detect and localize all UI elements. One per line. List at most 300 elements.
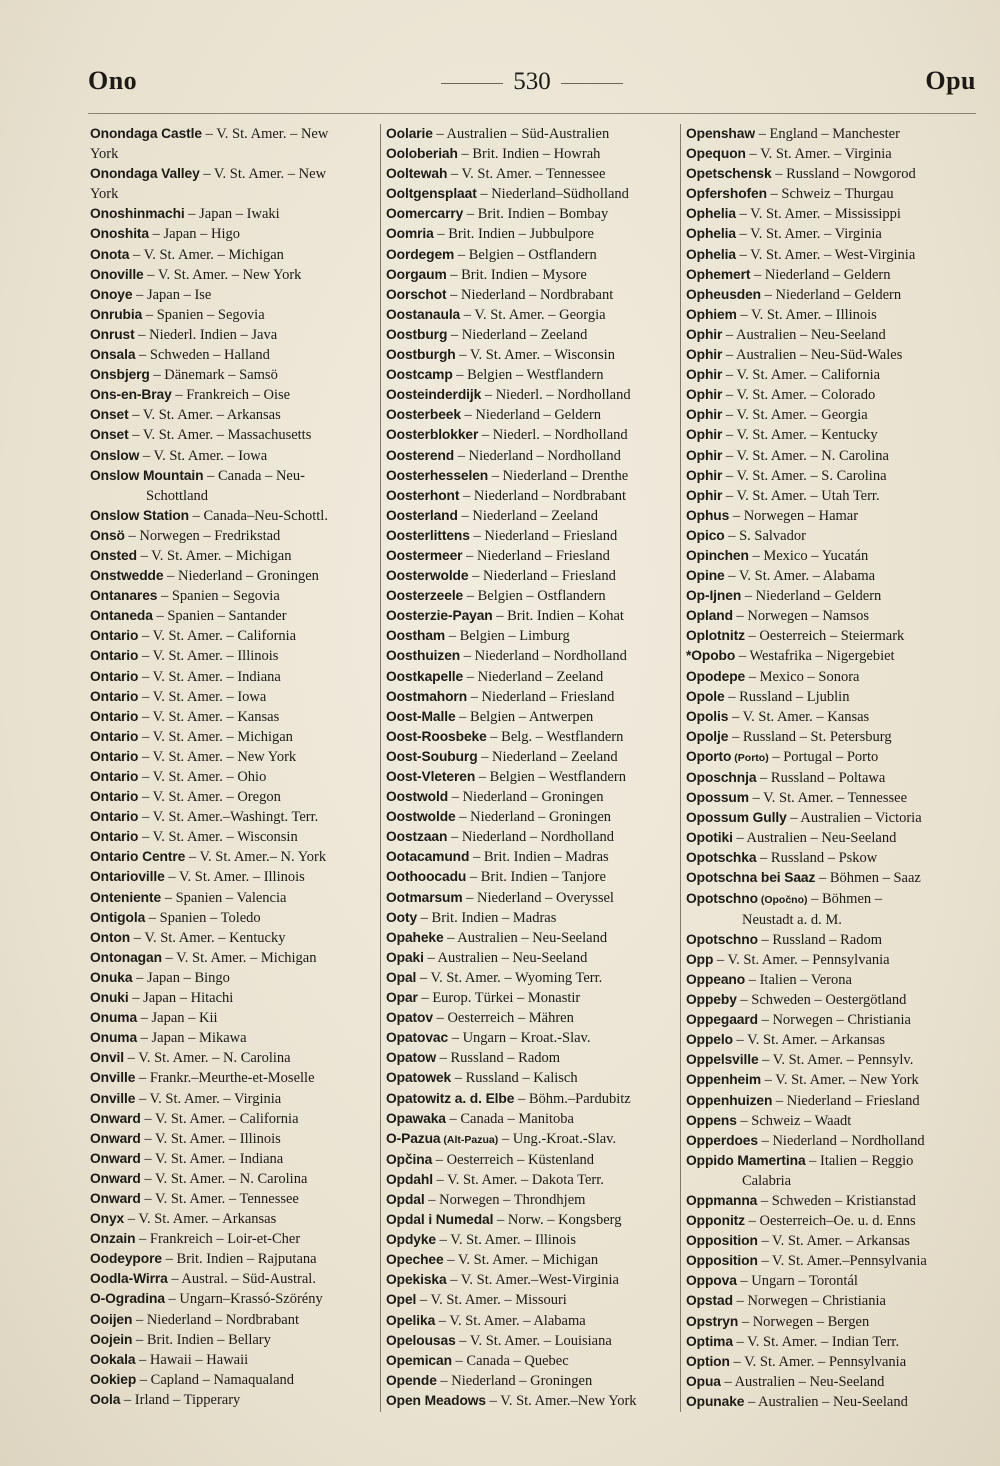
gazetteer-entry bbox=[90, 968, 378, 988]
gazetteer-entry bbox=[386, 1190, 676, 1210]
gazetteer-entry bbox=[686, 1211, 976, 1231]
entry-location: – Niederland – Nordbrabant bbox=[132, 1311, 300, 1328]
entry-headword: Opstad bbox=[686, 1293, 733, 1309]
gazetteer-entry bbox=[90, 124, 378, 164]
entry-headword: Oodeypore bbox=[90, 1251, 162, 1267]
entry-location: – Australien – Neu-Seeland bbox=[732, 830, 897, 847]
entry-location: – Niederland – Zeeland bbox=[447, 326, 588, 343]
entry-location: – V. St. Amer.–Washingt. Terr. bbox=[138, 809, 319, 826]
entry-location: – V. St. Amer. – Illinois bbox=[736, 306, 877, 323]
gazetteer-entry bbox=[90, 747, 378, 767]
entry-location: – Ungarn – Torontál bbox=[736, 1273, 858, 1290]
gazetteer-entry bbox=[386, 1311, 676, 1331]
entry-location: – Niederland – Nordbrabant bbox=[446, 286, 614, 303]
entry-location: – Mexico – Sonora bbox=[745, 668, 860, 685]
entry-headword: Ooty bbox=[386, 909, 418, 925]
entry-headword: Onsala bbox=[90, 347, 136, 363]
column-2 bbox=[386, 124, 676, 1414]
gazetteer-entry bbox=[90, 767, 378, 787]
entry-location: – Spanien – Segovia bbox=[157, 588, 280, 605]
entry-location: – V. St. Amer. – West-Virginia bbox=[735, 246, 916, 263]
gazetteer-entry bbox=[386, 968, 676, 988]
entry-headword: Ooijen bbox=[90, 1311, 133, 1327]
entry-location: – V. St. Amer. – California bbox=[138, 628, 297, 645]
entry-location: – Spanien – Valencia bbox=[161, 889, 287, 906]
entry-location: – V. St. Amer. – Ohio bbox=[138, 769, 267, 785]
entry-headword: Ophir bbox=[686, 326, 723, 342]
gazetteer-entry bbox=[386, 727, 676, 747]
entry-location: – Norwegen – Throndhjem bbox=[424, 1191, 586, 1208]
entry-headword: Ookala bbox=[90, 1351, 136, 1367]
gazetteer-entry bbox=[386, 1250, 676, 1270]
gazetteer-entry bbox=[686, 1312, 976, 1332]
entry-headword: Ophir bbox=[686, 367, 723, 383]
entry-location: – Russland – Nowgorod bbox=[771, 166, 916, 183]
gazetteer-entry bbox=[686, 646, 976, 666]
gazetteer-entry bbox=[90, 1089, 378, 1109]
entry-headword: Onuma bbox=[90, 1010, 138, 1026]
entry-headword: Ophir bbox=[686, 447, 723, 463]
gazetteer-entry bbox=[90, 224, 378, 244]
gazetteer-entry bbox=[386, 1089, 676, 1109]
entry-location: – Niederland – Groningen bbox=[163, 568, 319, 585]
column-divider bbox=[380, 124, 381, 1412]
entry-headword: Ontario bbox=[90, 728, 139, 744]
gazetteer-entry bbox=[386, 204, 676, 224]
entry-location: – Canada – Neu- bbox=[203, 467, 305, 484]
gazetteer-entry bbox=[686, 606, 976, 626]
entry-location: – Irland – Tipperary bbox=[120, 1391, 241, 1408]
entry-headword: Onsbjerg bbox=[90, 367, 150, 383]
entry-headword: Opaheke bbox=[386, 929, 444, 945]
entry-headword: Oost-Souburg bbox=[386, 748, 478, 764]
gazetteer-entry bbox=[90, 667, 378, 687]
entry-location: – V. St. Amer. – New bbox=[201, 126, 329, 142]
entry-headword: Oost-Vleteren bbox=[386, 769, 476, 784]
entry-location: – Italien – Reggio bbox=[805, 1152, 914, 1169]
entry-headword: Opelousas bbox=[386, 1332, 456, 1348]
entry-headword: Opfershofen bbox=[686, 186, 767, 202]
entry-headword: Oppido Mamertina bbox=[686, 1152, 806, 1168]
gazetteer-entry bbox=[686, 828, 976, 848]
entry-headword: Oorschot bbox=[386, 286, 447, 302]
entry-location: – Niederland – Nordholland bbox=[757, 1132, 925, 1149]
gazetteer-entry bbox=[686, 204, 976, 224]
entry-headword: Opdahl bbox=[386, 1171, 433, 1187]
entry-location: – Norwegen – Christiania bbox=[732, 1293, 886, 1310]
gazetteer-entry bbox=[686, 526, 976, 546]
entry-headword: Onsted bbox=[90, 547, 137, 563]
entry-location: – V. St. Amer. – Kansas bbox=[138, 708, 280, 725]
gazetteer-entry bbox=[686, 345, 976, 365]
gazetteer-entry bbox=[686, 1191, 976, 1211]
entry-headword: Onward bbox=[90, 1170, 141, 1186]
gazetteer-entry bbox=[686, 425, 976, 445]
gazetteer-entry bbox=[686, 848, 976, 868]
entry-location: – V. St. Amer.– N. York bbox=[185, 849, 327, 866]
entry-location: – Niederland – Overyssel bbox=[462, 889, 614, 906]
entry-location: – V. St. Amer. – Alabama bbox=[435, 1312, 586, 1329]
entry-headword: Onstwedde bbox=[90, 568, 164, 584]
gazetteer-entry bbox=[686, 466, 976, 486]
entry-headword: Opinchen bbox=[686, 547, 749, 563]
entry-location: – Russland – Radom bbox=[436, 1050, 561, 1067]
entry-headword: Ontaneda bbox=[90, 608, 153, 624]
entry-headword: Onoshinmachi bbox=[90, 206, 185, 222]
entry-location: – V. St. Amer. – Louisiana bbox=[455, 1332, 612, 1349]
entry-headword: Opstryn bbox=[686, 1313, 739, 1329]
entry-columns bbox=[88, 124, 976, 1424]
entry-location: – Australien – Süd-Australien bbox=[432, 126, 610, 142]
entry-location: – V. St. Amer. – Indiana bbox=[138, 668, 281, 685]
gazetteer-entry bbox=[386, 1210, 676, 1230]
entry-location: – Niederland – Zeeland bbox=[457, 507, 598, 524]
entry-location: – Schweden – Oestergötland bbox=[736, 992, 907, 1009]
entry-headword: Ontario Centre bbox=[90, 849, 186, 865]
entry-location: – V. St. Amer. – Illinois bbox=[436, 1232, 577, 1249]
gazetteer-entry bbox=[686, 626, 976, 646]
gazetteer-entry bbox=[90, 405, 378, 425]
entry-headword: Ophelia bbox=[686, 246, 736, 262]
entry-location: – Niederland – Nordholland bbox=[454, 447, 621, 464]
entry-headword: Opposition bbox=[686, 1233, 758, 1249]
entry-headword: Ontario bbox=[90, 648, 139, 664]
entry-location: – Niederl. – Nordholland bbox=[478, 427, 628, 444]
gazetteer-entry bbox=[90, 867, 378, 887]
entry-location: – Niederland – Zeeland bbox=[477, 748, 618, 765]
gazetteer-entry bbox=[90, 305, 378, 325]
gazetteer-entry bbox=[90, 325, 378, 345]
entry-location: – V. St. Amer. – Iowa bbox=[138, 688, 267, 705]
entry-headword: Oppmanna bbox=[686, 1192, 758, 1208]
entry-location: – Niederland – Friesland bbox=[468, 568, 616, 585]
running-head bbox=[88, 60, 976, 100]
entry-headword: Onward bbox=[90, 1150, 141, 1166]
gazetteer-entry bbox=[90, 727, 378, 747]
gazetteer-entry bbox=[686, 768, 976, 788]
gazetteer-entry bbox=[686, 124, 976, 144]
entry-headword: Oostermeer bbox=[386, 547, 463, 563]
gazetteer-entry bbox=[386, 405, 676, 425]
entry-location: – Niederland – Groningen bbox=[455, 809, 612, 826]
entry-headword: Option bbox=[686, 1353, 730, 1369]
entry-location: – Brit. Indien – Bellary bbox=[132, 1331, 271, 1348]
entry-location: – V. St. Amer. – Oregon bbox=[138, 789, 281, 806]
entry-location: – Westafrika – Nigergebiet bbox=[735, 648, 895, 665]
entry-continuation: York bbox=[90, 146, 119, 163]
entry-headword: Onslow Station bbox=[90, 507, 190, 523]
gazetteer-entry bbox=[386, 224, 676, 244]
entry-location: – Niederland – Groningen bbox=[436, 1372, 593, 1389]
entry-location: – Brit. Indien – Kohat bbox=[492, 608, 624, 625]
gazetteer-entry bbox=[686, 1352, 976, 1372]
gazetteer-entry bbox=[686, 1070, 976, 1090]
entry-location: – Australien – Neu-Süd-Wales bbox=[722, 347, 903, 364]
gazetteer-entry bbox=[90, 687, 378, 707]
gazetteer-entry bbox=[90, 707, 378, 727]
header-dash-right bbox=[561, 83, 623, 84]
gazetteer-entry bbox=[90, 204, 378, 224]
entry-location: – Böhmen – bbox=[807, 890, 883, 907]
gazetteer-entry bbox=[386, 646, 676, 666]
entry-location: – Russland – Pskow bbox=[756, 850, 878, 867]
entry-location: – Australien – Neu-Seeland bbox=[443, 929, 608, 946]
gazetteer-entry bbox=[686, 1332, 976, 1352]
gazetteer-entry bbox=[686, 506, 976, 526]
entry-headword: Ootmarsum bbox=[386, 889, 463, 905]
gazetteer-entry bbox=[686, 184, 976, 204]
entry-headword: Onsö bbox=[90, 527, 125, 543]
entry-location: – Schweden – Kristianstad bbox=[757, 1192, 916, 1209]
entry-location: – Brit. Indien – Tanjore bbox=[466, 869, 606, 886]
entry-headword: Oosterwolde bbox=[386, 568, 469, 584]
entry-location: – V. St. Amer. – Colorado bbox=[722, 387, 876, 404]
entry-location: – V. St. Amer. – Virginia bbox=[135, 1090, 282, 1107]
gazetteer-entry bbox=[386, 506, 676, 526]
entry-headword: Onvil bbox=[90, 1050, 124, 1066]
entry-location: – V. St. Amer. – Arkansas bbox=[732, 1032, 886, 1049]
entry-headword: Oordegem bbox=[386, 246, 455, 262]
gazetteer-entry bbox=[386, 265, 676, 285]
entry-location: – Russland – Ljublin bbox=[724, 688, 850, 705]
entry-location: – Norwegen – Fredrikstad bbox=[124, 527, 281, 544]
entry-location: – V. St. Amer. – Michigan bbox=[161, 949, 317, 966]
entry-headword: Oostanaula bbox=[386, 306, 461, 322]
gazetteer-entry bbox=[386, 184, 676, 204]
entry-location: – Japan – Hitachi bbox=[128, 990, 234, 1007]
gazetteer-entry bbox=[90, 847, 378, 867]
gazetteer-entry bbox=[686, 486, 976, 506]
entry-location: – V. St. Amer. – Virginia bbox=[735, 226, 882, 243]
entry-location: – V. St. Amer. – Dakota Terr. bbox=[432, 1171, 604, 1188]
gazetteer-entry bbox=[90, 546, 378, 566]
gazetteer-entry bbox=[686, 1271, 976, 1291]
entry-headword: Oola bbox=[90, 1391, 121, 1407]
entry-headword: Oostkapelle bbox=[386, 668, 464, 684]
entry-location: – Australien – Neu-Seeland bbox=[720, 1373, 885, 1390]
gazetteer-entry bbox=[386, 305, 676, 325]
entry-headword: Onset bbox=[90, 427, 129, 443]
entry-headword: Ophus bbox=[686, 507, 730, 523]
entry-headword: Oostham bbox=[386, 628, 446, 644]
entry-headword: Onuma bbox=[90, 1030, 138, 1046]
entry-location: – Mexico – Yucatán bbox=[748, 547, 869, 564]
entry-location: – Brit. Indien – Rajputana bbox=[161, 1251, 317, 1268]
entry-headword: Oosterland bbox=[386, 507, 458, 523]
entry-location: – Niederland – Geldern bbox=[741, 588, 882, 605]
entry-location: – Belgien – Limburg bbox=[445, 628, 570, 645]
entry-headword: Oost-Roosbeke bbox=[386, 728, 487, 744]
entry-location: – V. St. Amer.–New York bbox=[486, 1392, 637, 1409]
entry-headword: Oodla-Wirra bbox=[90, 1271, 168, 1287]
entry-headword: Oosterzeele bbox=[386, 588, 464, 604]
entry-headword: Oosterhont bbox=[386, 487, 460, 503]
entry-location: – V. St. Amer. – New York bbox=[143, 266, 302, 283]
entry-location: – Belgien – Ostflandern bbox=[463, 588, 606, 605]
entry-headword: Ooltewah bbox=[386, 166, 448, 182]
entry-headword: Opponitz bbox=[686, 1213, 745, 1229]
gazetteer-entry bbox=[386, 144, 676, 164]
entry-continuation: Neustadt a. d. M. bbox=[742, 911, 842, 928]
entry-location: – V. St. Amer. – Utah Terr. bbox=[722, 487, 880, 504]
gazetteer-entry bbox=[686, 1050, 976, 1070]
gazetteer-entry bbox=[686, 970, 976, 990]
entry-headword: Oomria bbox=[386, 226, 434, 242]
entry-location: – Niederland – Geldern bbox=[750, 266, 891, 283]
entry-location: – Oesterreich – Küstenland bbox=[432, 1151, 595, 1168]
entry-continuation: Schottland bbox=[146, 487, 209, 504]
gazetteer-entry bbox=[686, 1091, 976, 1111]
gazetteer-entry bbox=[90, 1330, 378, 1350]
entry-alt-name: (Opočno) bbox=[757, 893, 808, 906]
gazetteer-entry bbox=[90, 1129, 378, 1149]
gazetteer-entry bbox=[686, 788, 976, 808]
entry-location: – V. St. Amer. – Tennessee bbox=[140, 1190, 299, 1207]
entry-headword: Ontario bbox=[90, 668, 139, 684]
entry-location: – Niederland – Nordholland bbox=[447, 829, 615, 846]
gazetteer-entry bbox=[90, 928, 378, 948]
entry-location: – Russland – Poltawa bbox=[756, 770, 886, 786]
entry-headword: Oosterlittens bbox=[386, 527, 470, 543]
entry-headword: Oostmahorn bbox=[386, 688, 468, 704]
entry-headword: Onton bbox=[90, 929, 131, 945]
entry-headword: Opp bbox=[686, 951, 714, 967]
gazetteer-entry bbox=[686, 1151, 976, 1191]
gazetteer-entry bbox=[386, 747, 676, 767]
entry-headword: Ooltgensplaat bbox=[386, 186, 477, 202]
gazetteer-entry bbox=[386, 1068, 676, 1088]
gazetteer-entry bbox=[686, 325, 976, 345]
entry-location: – V. St. Amer. – California bbox=[722, 367, 881, 384]
entry-location: – Japan – Mikawa bbox=[137, 1030, 247, 1047]
gazetteer-entry bbox=[386, 124, 676, 144]
entry-headword: Oostzaan bbox=[386, 829, 448, 845]
entry-headword: Opechee bbox=[386, 1252, 444, 1268]
gazetteer-entry bbox=[686, 285, 976, 305]
gazetteer-entry bbox=[386, 466, 676, 486]
entry-headword: Ookiep bbox=[90, 1371, 137, 1387]
gazetteer-entry bbox=[386, 345, 676, 365]
entry-location: – Japan – Ise bbox=[132, 286, 212, 303]
entry-headword: Opatovac bbox=[386, 1030, 449, 1046]
entry-headword: Optima bbox=[686, 1333, 733, 1349]
entry-headword: Opotschno bbox=[686, 931, 758, 947]
entry-location: – V. St. Amer. – New York bbox=[138, 748, 297, 765]
entry-location: – Niederland – Nordholland bbox=[460, 648, 627, 665]
entry-headword: Opolis bbox=[686, 708, 729, 724]
entry-location: – Niederland – Zeeland bbox=[463, 668, 604, 685]
entry-location: – Belgien – Antwerpen bbox=[455, 708, 594, 725]
gazetteer-entry bbox=[686, 1010, 976, 1030]
entry-headword: Opatow bbox=[386, 1050, 436, 1066]
entry-headword: Ophelia bbox=[686, 206, 736, 222]
entry-headword: *Opobo bbox=[686, 648, 736, 664]
gazetteer-entry bbox=[90, 245, 378, 265]
gazetteer-entry bbox=[90, 908, 378, 928]
gazetteer-entry bbox=[386, 425, 676, 445]
entry-headword: Opland bbox=[686, 608, 733, 624]
gazetteer-entry bbox=[386, 948, 676, 968]
gazetteer-entry bbox=[386, 988, 676, 1008]
entry-location: – Norwegen – Namsos bbox=[732, 608, 870, 625]
entry-headword: Open Meadows bbox=[386, 1392, 486, 1408]
gazetteer-entry bbox=[686, 1231, 976, 1251]
gazetteer-entry bbox=[90, 626, 378, 646]
entry-location: – V. St. Amer. – Iowa bbox=[139, 447, 268, 464]
entry-headword: Ontario bbox=[90, 708, 139, 724]
gazetteer-entry bbox=[386, 1270, 676, 1290]
gazetteer-entry bbox=[686, 305, 976, 325]
entry-headword: Onoye bbox=[90, 286, 133, 302]
entry-location: – Niederland – Nordbrabant bbox=[459, 487, 627, 504]
gazetteer-entry bbox=[386, 1371, 676, 1391]
gazetteer-entry bbox=[686, 224, 976, 244]
entry-headword: Opossum bbox=[686, 790, 749, 806]
gazetteer-entry bbox=[386, 687, 676, 707]
column-divider bbox=[680, 124, 681, 1412]
gazetteer-entry bbox=[386, 1351, 676, 1371]
entry-headword: Oostburgh bbox=[386, 347, 456, 363]
gazetteer-entry bbox=[90, 466, 378, 506]
entry-location: – Schweiz – Waadt bbox=[736, 1112, 852, 1129]
gazetteer-entry bbox=[686, 1291, 976, 1311]
entry-headword: Opua bbox=[686, 1373, 721, 1389]
entry-location: – Japan – Bingo bbox=[132, 969, 230, 986]
entry-location: – Russland – Radom bbox=[757, 931, 882, 948]
entry-headword: Oorgaum bbox=[386, 266, 447, 282]
entry-location: – V. St. Amer. – Missouri bbox=[416, 1292, 567, 1309]
gazetteer-entry bbox=[90, 807, 378, 827]
entry-location: – Ungarn–Krassó-Szörény bbox=[164, 1291, 323, 1308]
entry-headword: Oosthuizen bbox=[386, 648, 461, 664]
entry-headword: Onville bbox=[90, 1090, 136, 1106]
entry-location: – Schweden – Halland bbox=[135, 347, 270, 364]
entry-headword: Opunake bbox=[686, 1393, 745, 1409]
gazetteer-entry bbox=[90, 787, 378, 807]
entry-headword: Opico bbox=[686, 527, 725, 543]
page-number-block bbox=[88, 68, 976, 96]
entry-headword: Oostwolde bbox=[386, 809, 456, 825]
gazetteer-entry bbox=[386, 667, 676, 687]
entry-headword: Oppenheim bbox=[686, 1072, 761, 1088]
gazetteer-entry bbox=[90, 164, 378, 204]
entry-location: – V. St. Amer. – N. Carolina bbox=[722, 447, 889, 464]
entry-headword: Onota bbox=[90, 246, 130, 262]
gazetteer-entry bbox=[90, 586, 378, 606]
gazetteer-entry bbox=[386, 365, 676, 385]
gazetteer-entry bbox=[686, 265, 976, 285]
entry-headword: Onzain bbox=[90, 1231, 136, 1247]
entry-location: – Spanien – Toledo bbox=[145, 909, 261, 926]
entry-headword: Ontanares bbox=[90, 588, 158, 604]
entry-location: – Frankreich – Loir-et-Cher bbox=[135, 1231, 301, 1248]
entry-headword: Onondaga Castle bbox=[90, 126, 202, 141]
entry-headword: Ophir bbox=[686, 467, 723, 483]
header-rule bbox=[88, 113, 976, 114]
entry-location: – V. St. Amer. – Indiana bbox=[140, 1150, 284, 1167]
gazetteer-entry bbox=[386, 807, 676, 827]
gazetteer-entry bbox=[90, 1310, 378, 1330]
entry-location: – Niederland–Südholland bbox=[476, 186, 629, 203]
entry-location: – V. St. Amer. – Tennessee bbox=[748, 790, 908, 807]
gazetteer-entry bbox=[90, 1028, 378, 1048]
entry-headword: Opčina bbox=[386, 1151, 433, 1167]
entry-location: – Belgien – Ostflandern bbox=[454, 246, 597, 263]
entry-location: – Niederland – Groningen bbox=[448, 789, 604, 806]
gazetteer-entry bbox=[386, 325, 676, 345]
gazetteer-entry bbox=[686, 546, 976, 566]
entry-headword: Opdal bbox=[386, 1191, 425, 1207]
